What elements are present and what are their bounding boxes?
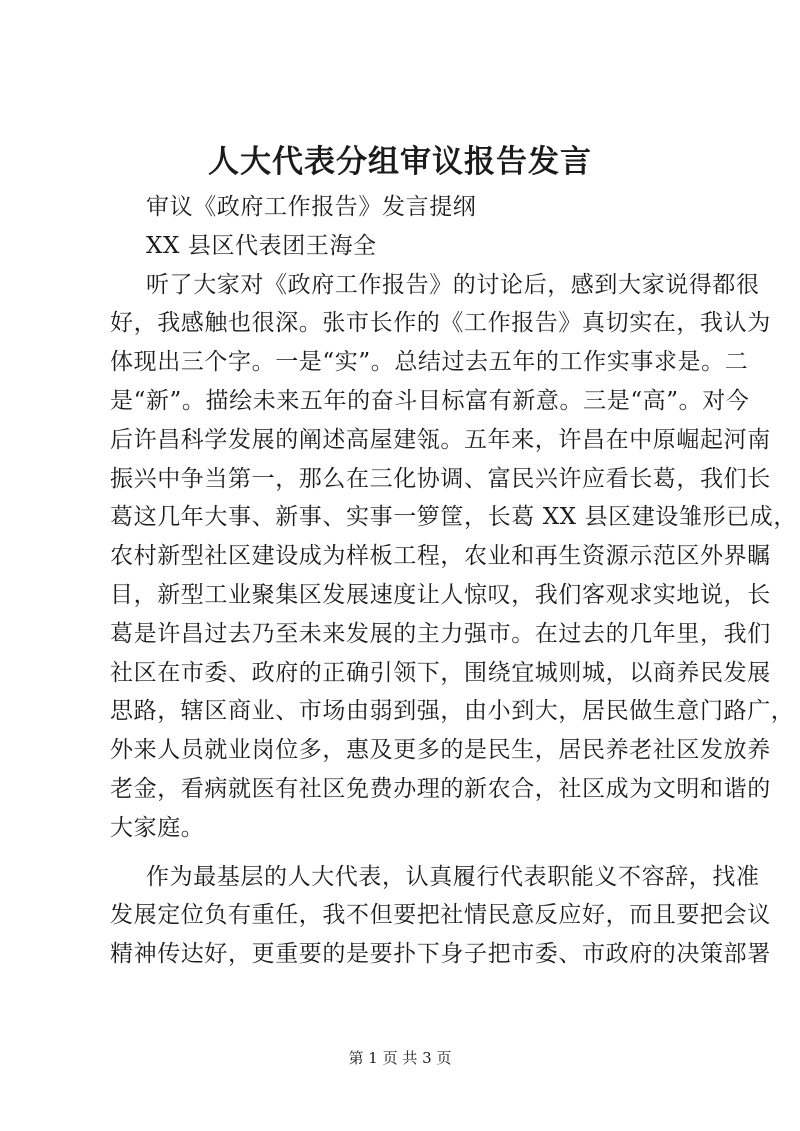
text-line: 体现出三个字。一是“实”。总结过去五年的工作实事求是。二 [110, 349, 749, 376]
paragraph-2 [110, 858, 771, 974]
subtitle: 审议《政府工作报告》发言提纲 [146, 194, 477, 220]
text-line: 发展定位负有重任，我不但要把社情民意反应好，而且要把会议 [110, 902, 771, 929]
text-line: 后许昌科学发展的阐述高屋建瓴。五年来，许昌在中原崛起河南 [110, 426, 771, 453]
text-line: 葛是许昌过去乃至未来发展的主力强市。在过去的几年里，我们 [110, 620, 771, 647]
text-line: 老金，看病就医有社区免费办理的新农合，社区成为文明和谐的 [110, 775, 771, 802]
text-line: 好，我感触也很深。张市长作的《工作报告》真切实在，我认为 [110, 310, 771, 337]
text-line: 振兴中争当第一，那么在三化协调、富民兴许应看长葛，我们长 [110, 465, 771, 492]
text-line: 听了大家对《政府工作报告》的讨论后，感到大家说得都很 [146, 271, 760, 298]
text-line: 精神传达好，更重要的是要扑下身子把市委、市政府的决策部署 [110, 941, 771, 968]
text-line: 大家庭。 [110, 814, 205, 841]
author-line: XX 县区代表团王海全 [146, 232, 377, 259]
text-line: 农村新型社区建设成为样板工程，农业和再生资源示范区外界瞩 [110, 543, 771, 570]
paragraph-1 [110, 266, 797, 848]
text-line: 作为最基层的人大代表，认真履行代表职能义不容辞，找准 [146, 863, 760, 890]
document-body [110, 188, 797, 974]
text-line: 目，新型工业聚集区发展速度让人惊叹，我们客观求实地说，长 [110, 581, 771, 608]
page-footer: 第 1 页 共 3 页 [348, 1049, 452, 1067]
text-line: 是“新”。描绘未来五年的奋斗目标富有新意。三是“高”。对今 [110, 387, 750, 414]
text-line: 思路，辖区商业、市场由弱到强，由小到大，居民做生意门路广， [110, 698, 795, 725]
text-line: 外来人员就业岗位多，惠及更多的是民生，居民养老社区发放养 [110, 737, 771, 764]
text-line: 社区在市委、政府的正确引领下，围绕宜城则城，以商养民发展 [110, 659, 771, 686]
text-line: 葛这几年大事、新事、实事一箩筐，长葛 XX 县区建设雏形已成， [110, 504, 797, 531]
document-title: 人大代表分组审议报告发言 [208, 144, 592, 180]
